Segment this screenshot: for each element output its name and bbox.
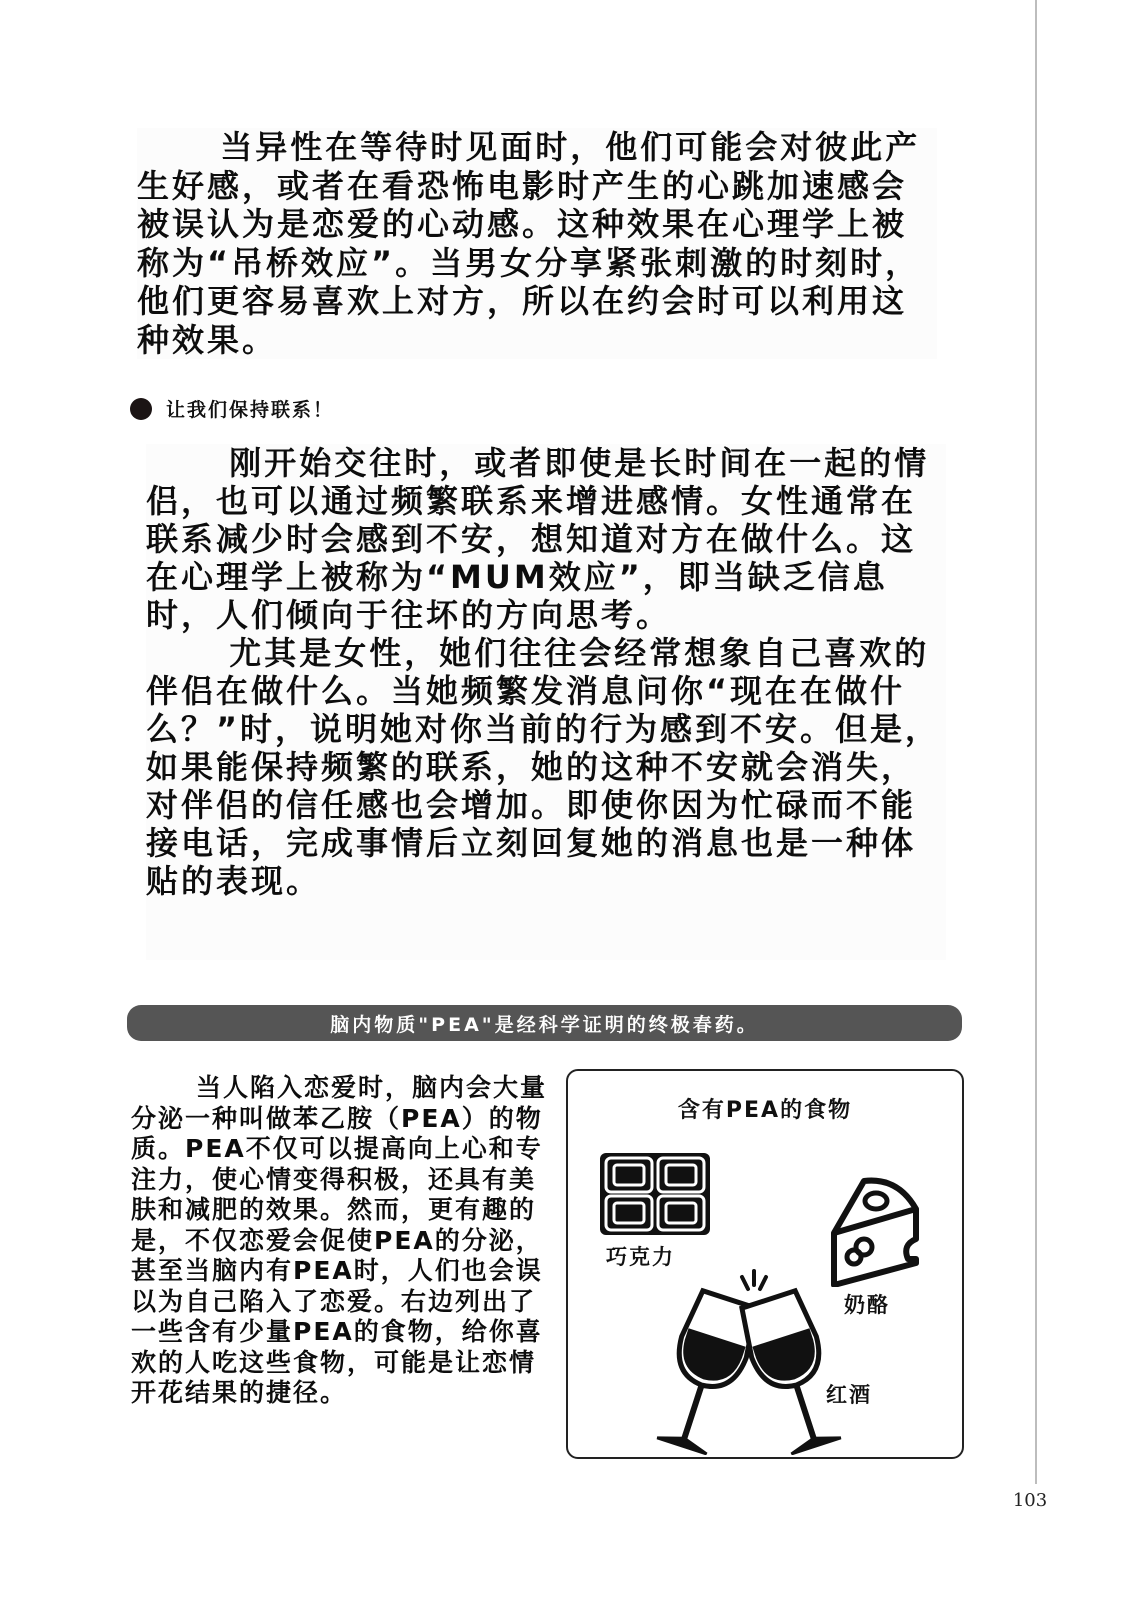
- intro-paragraph: 当异性在等待时见面时，他们可能会对彼此产生好感，或者在看恐怖电影时产生的心跳加速感会被误认为是恋爱的心动感。这种效果在心理学上被称为“吊桥效应”。当男女分享紧张刺激的时刻时，他们更容易喜欢上对方，所以在约会时可以利用这种效果。: [137, 128, 921, 359]
- wine-glasses-icon: [654, 1267, 844, 1455]
- pea-food-box: [566, 1069, 964, 1459]
- contact-paragraph-1: 刚开始交往时，或者即使是长时间在一起的情侣，也可以通过频繁联系来增进感情。女性通常在联系减少时会感到不安，想知道对方在做什么。这在心理学上被称为“MUM效应”，即当缺乏信息时，人们倾向于往坏的方向思考。: [146, 444, 930, 634]
- bullet-dot-icon: [130, 398, 152, 420]
- chocolate-icon: [600, 1153, 710, 1235]
- section-heading: [130, 395, 334, 422]
- contact-paragraph-2: 尤其是女性，她们往往会经常想象自己喜欢的伴侣在做什么。当她频繁发消息问你“现在在做什么？”时，说明她对你当前的行为感到不安。但是，如果能保持频繁的联系，她的这种不安就会消失，对伴侣的信任感也会增加。即使你因为忙碌而不能接电话，完成事情后立刻回复她的消息也是一种体贴的表现。: [146, 634, 941, 900]
- pea-text-block: [131, 1073, 551, 1409]
- pea-paragraph: 当人陷入恋爱时，脑内会大量分泌一种叫做苯乙胺（PEA）的物质。PEA不仅可以提高向上心和专注力，使心情变得积极，还具有美肤和减肥的效果。然而，更有趣的是，不仅恋爱会促使PEA的分泌，甚至当脑内有PEA时，人们也会误以为自己陷入了恋爱。右边列出了一些含有少量PEA的食物，给你喜欢的人吃这些食物，可能是让恋情开花结果的捷径。: [131, 1073, 548, 1407]
- food-label-wine: 红酒: [826, 1383, 872, 1407]
- food-label-chocolate: 巧克力: [606, 1245, 675, 1269]
- contact-block: [146, 444, 946, 960]
- section-heading-text: 让我们保持联系！: [166, 399, 335, 421]
- food-label-cheese: 奶酪: [844, 1293, 890, 1317]
- food-box-title: 含有PEA的食物: [677, 1098, 853, 1123]
- page-number: 103: [1012, 1490, 1048, 1511]
- pea-banner-text: 脑内物质"PEA"是经科学证明的终极春药。: [330, 1013, 759, 1036]
- intro-block: [137, 128, 937, 359]
- page-edge-rule: [1035, 0, 1037, 1484]
- pea-banner: [127, 1005, 962, 1041]
